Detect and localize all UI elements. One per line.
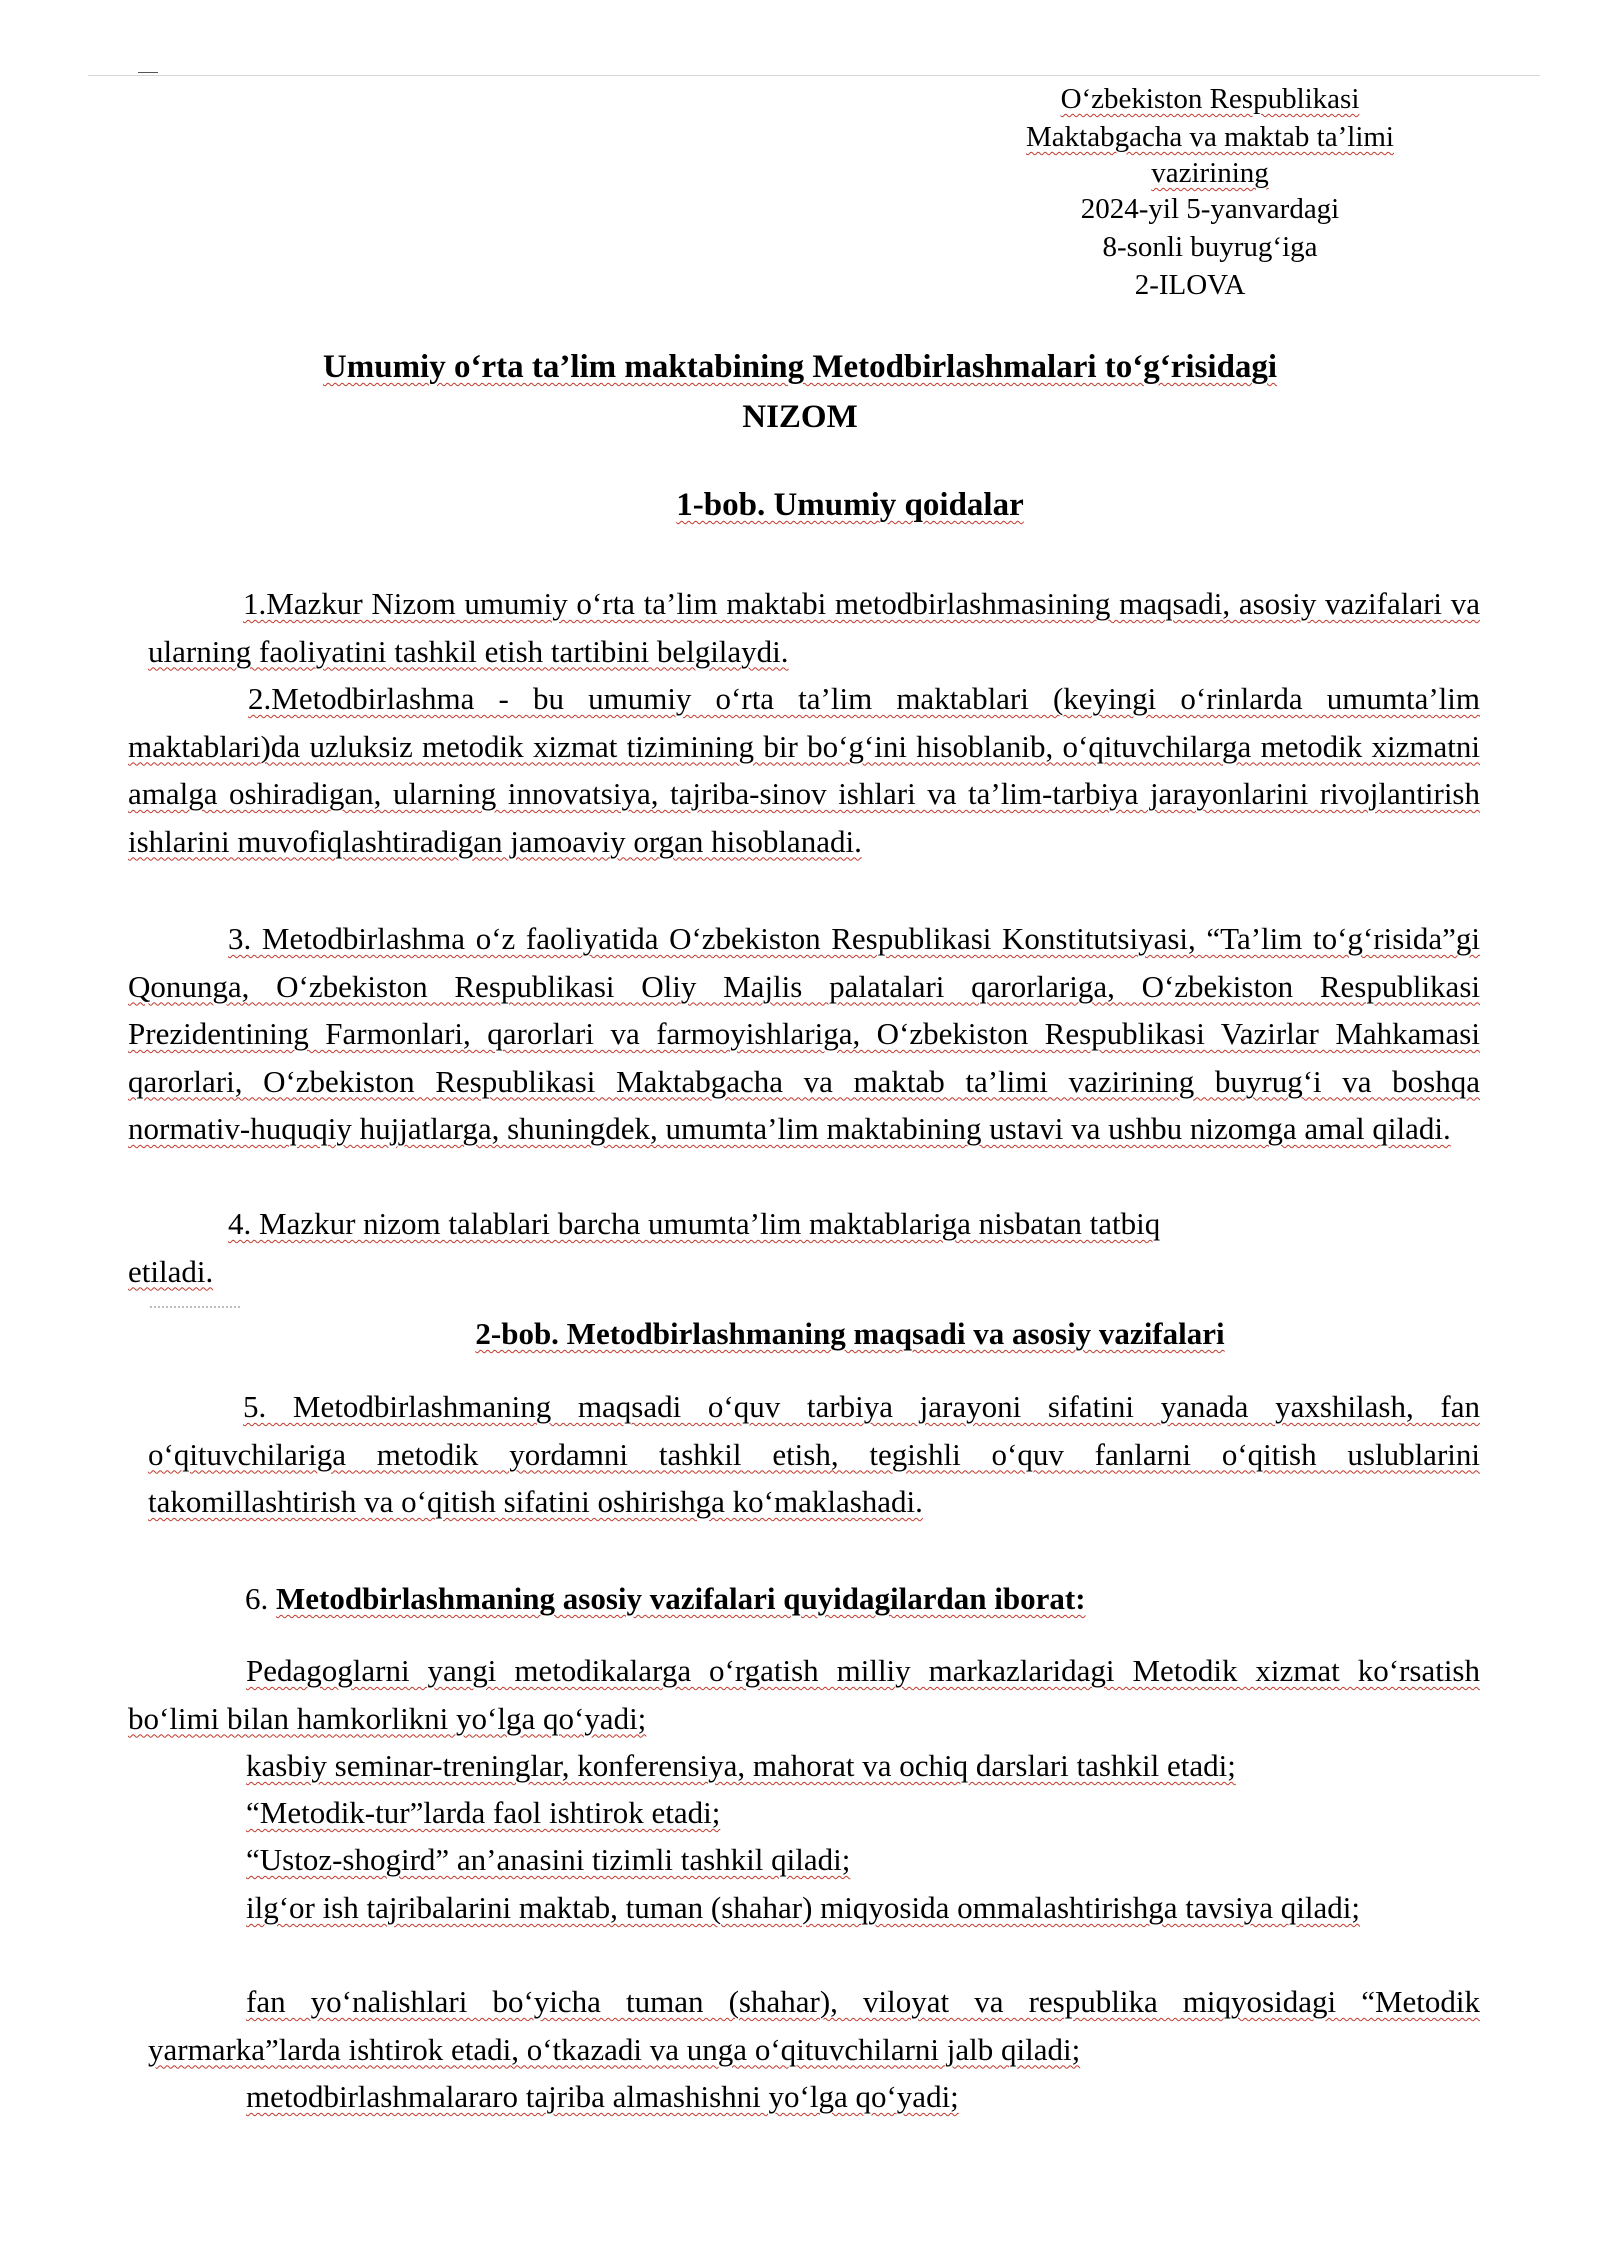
task-item-text: “Ustoz-shogird” an’anasini tizimli tashkil qiladi; [246,1842,851,1877]
paragraph-4-tail: etiladi. [128,1253,214,1289]
paragraph-6-number: 6. [245,1581,269,1616]
task-item [148,1978,1480,2073]
paragraph-3 [128,915,1480,1153]
task-item-text: fan yo‘nalishlari bo‘yicha tuman (shahar), viloyat va respublika miqyosidagi “Metodik yarmarka”larda ishtirok etadi, o‘tkazadi va unga o‘qituvchilarni jalb qiladi; [148,1984,1480,2067]
task-item-text: ilg‘or ish tajribalarini maktab, tuman (shahar) miqyosida ommalashtirishga tavsiya qiladi; [246,1890,1361,1925]
paragraph-1 [148,580,1480,675]
paragraph-2-text: 2.Metodbirlashma - bu umumiy o‘rta ta’lim maktablari (keyingi o‘rinlarda umumta’lim maktablari)da uzluksiz metodik xizmat tizimining bir bo‘g‘ini hisoblanib, o‘qituvchilarga metodik xizmatni amalga oshiradigan, ularning innovatsiya, tajriba-sinov ishlari va ta’lim-tarbiya jarayonlarini rivojlantirish ishlarini muvofiqlashtiradigan jamoaviy organ hisoblanadi. [128,681,1480,859]
approval-header [950,80,1470,304]
paragraph-5-text: 5. Metodbirlashmaning maqsadi o‘quv tarbiya jarayoni sifatini yanada yaxshilash, fan o‘qituvchilariga metodik yordamni tashkil etish, tegishli o‘quv fanlarni o‘qitish uslublarini takomillashtirish va o‘qitish sifatini oshirishga ko‘maklashadi. [148,1389,1480,1519]
task-item [128,2073,1480,2121]
task-item [128,1836,1480,1884]
header-line: vazirining [1151,157,1269,189]
task-item-text: metodbirlashmalararo tajriba almashishni yo‘lga qo‘yadi; [246,2079,959,2114]
document-title [150,342,1450,442]
header-line: Maktabgacha va maktab ta’limi [1026,121,1394,153]
paragraph-6-heading [128,1575,1480,1623]
top-tick [138,72,158,73]
title-line-2: NIZOM [742,399,858,435]
header-line: 2024-yil 5-yanvardagi [1080,193,1340,225]
chapter-1-heading: 1-bob. Umumiy qoidalar [676,487,1024,523]
paragraph-3-text: 3. Metodbirlashma o‘z faoliyatida O‘zbekiston Respublikasi Konstitutsiyasi, “Ta’lim to‘g‘risida”gi Qonunga, O‘zbekiston Respublikasi Oliy Majlis palatalari qarorlariga, O‘zbekiston Respublikasi Prezidentining Farmonlari, qarorlari va farmoyishlariga, O‘zbekiston Respublikasi Vazirlar Mahkamasi qarorlari, O‘zbekiston Respublikasi Maktabgacha va maktab ta’limi vazirining buyrug‘i va boshqa normativ-huquqiy hujjatlarga, shuningdek, umumta’lim maktabining ustavi va ushbu nizomga amal qiladi. [128,921,1480,1146]
task-item-text: Pedagoglarni yangi metodikalarga o‘rgatish milliy markazlaridagi Metodik xizmat ko‘rsatish bo‘limi bilan hamkorlikni yo‘lga qo‘yadi; [128,1653,1480,1736]
task-item [128,1789,1480,1837]
title-line-1: Umumiy o‘rta ta’lim maktabining Metodbirlashmalari to‘g‘risidagi [322,349,1278,385]
paragraph-4-text: 4. Mazkur nizom talablari barcha umumta’lim maktablariga nisbatan tatbiq [228,1206,1161,1241]
paragraph-1-text: 1.Mazkur Nizom umumiy o‘rta ta’lim maktabi metodbirlashmasining maqsadi, asosiy vazifalari va ularning faoliyatini tashkil etish tartibini belgilaydi. [148,586,1480,669]
task-item-text: kasbiy seminar-treninglar, konferensiya, mahorat va ochiq darslari tashkil etadi; [246,1748,1236,1783]
task-item [128,1742,1480,1790]
header-line: O‘zbekiston Respublikasi [1060,83,1360,115]
paragraph-4 [128,1200,1480,1295]
task-item [128,1647,1480,1742]
chapter-2-heading: 2-bob. Metodbirlashmaning maqsadi va asosiy vazifalari [475,1316,1225,1351]
task-item-text: “Metodik-tur”larda faol ishtirok etadi; [246,1795,721,1830]
paragraph-2 [128,675,1480,865]
header-line: 8-sonli buyrug‘iga [1102,231,1318,263]
task-item [148,1884,1448,1932]
dotted-separator [150,1306,240,1308]
header-line: 2-ILOVA [1134,269,1246,301]
top-rule [88,75,1540,76]
paragraph-6-title: Metodbirlashmaning asosiy vazifalari quyidagilardan iborat: [276,1581,1086,1616]
paragraph-5 [148,1383,1480,1526]
